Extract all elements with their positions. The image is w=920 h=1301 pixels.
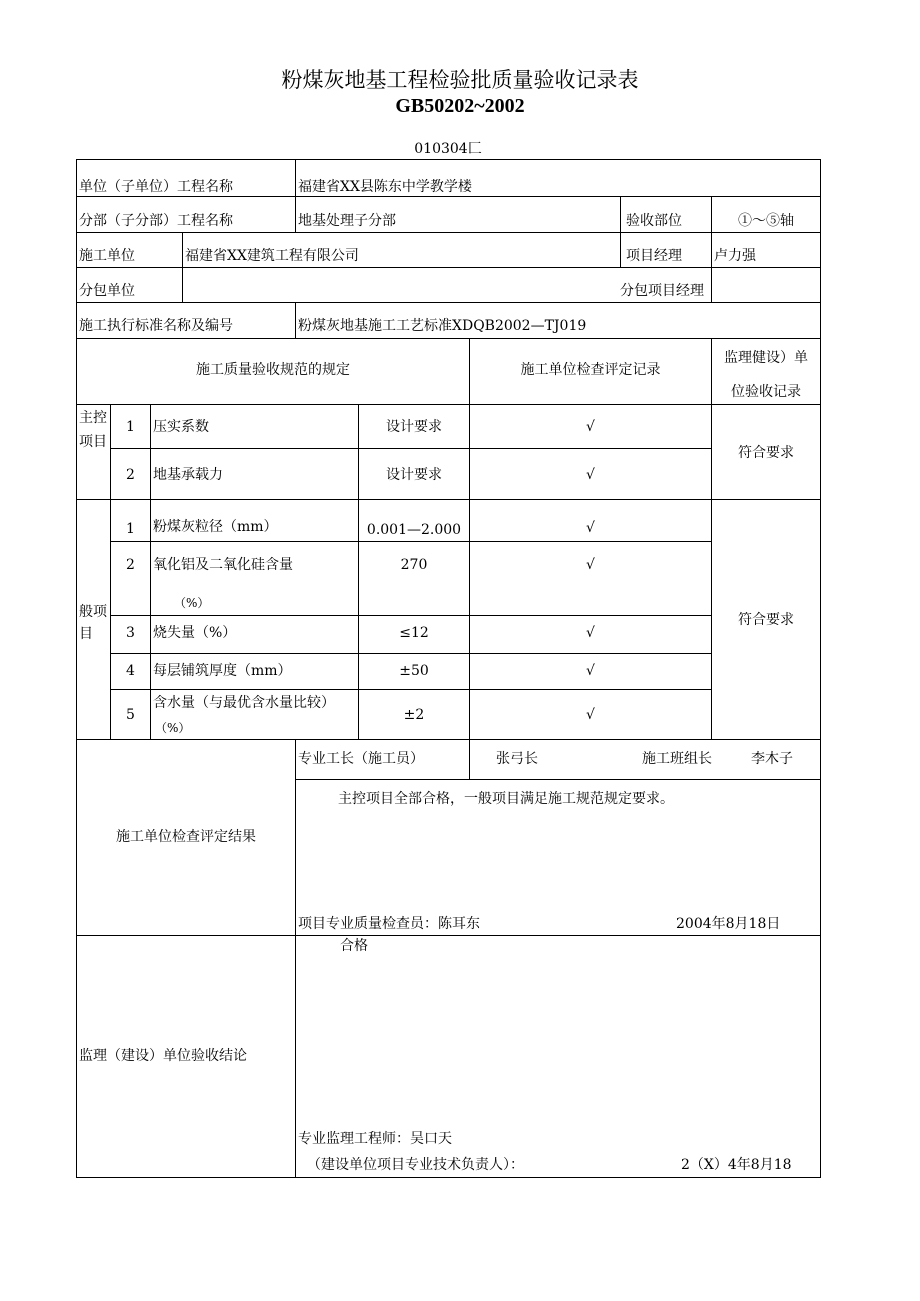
main-control-label-line2: 项目 (79, 434, 107, 450)
general-item-spec: ±50 (399, 663, 429, 679)
tech-lead-label: （建设单位项目专业技术负责人）： (307, 1157, 524, 1173)
general-item-name: 每层铺筑厚度（mm） (153, 663, 292, 679)
general-item-spec: ±2 (403, 707, 425, 723)
standard-label: 施工执行标准名称及编号 (79, 318, 233, 334)
general-item-check: √ (586, 625, 595, 641)
general-item-name-unit: （%） (174, 596, 210, 610)
accept-part-label: 验收部位 (626, 213, 682, 229)
division-value: 地基处理子分部 (298, 213, 396, 229)
general-item-no: 3 (126, 625, 135, 641)
main-item-no: 2 (126, 467, 135, 483)
foreman-label: 专业工长（施工员） (298, 751, 424, 767)
main-control-result: 符合要求 (738, 445, 794, 461)
standard-code: GB50202~2002 (395, 95, 525, 117)
col-line (469, 739, 470, 779)
col-line (182, 232, 183, 303)
general-label-line2: 目 (79, 626, 93, 642)
supervision-header-line2: 位验收记录 (731, 384, 801, 400)
form-title: 粉煤灰地基工程检验批质量验收记录表 (281, 68, 639, 92)
general-item-no: 5 (126, 707, 135, 723)
table-border-right (820, 159, 821, 1178)
row-line (76, 232, 821, 233)
general-item-check: √ (586, 663, 595, 679)
general-item-name: 含水量（与最优含水量比较） (153, 695, 335, 711)
table-border-bottom (76, 1177, 821, 1178)
contractor-result-label: 施工单位检查评定结果 (116, 829, 256, 845)
contractor-date: 2004年8月18日 (676, 916, 781, 932)
main-item-no: 1 (126, 419, 135, 435)
general-item-check: √ (586, 707, 595, 723)
general-item-spec: ≤12 (399, 625, 429, 641)
accept-part-value: ①～⑤轴 (738, 213, 794, 229)
check-header: 施工单位检查评定记录 (520, 362, 661, 378)
subcontractor-label: 分包单位 (79, 283, 135, 299)
unit-name-value: 福建省XX县陈东中学教学楼 (298, 179, 472, 195)
row-line (295, 779, 821, 780)
row-line (110, 448, 711, 449)
supervision-header-line1: 监理健设）单 (724, 350, 808, 366)
main-item-check: √ (586, 467, 595, 483)
row-line (76, 267, 821, 268)
general-item-spec: 0.001—2.000 (366, 522, 462, 538)
team-leader-value: 李木子 (751, 751, 793, 767)
general-item-check: √ (586, 557, 595, 573)
general-item-spec: 270 (400, 557, 428, 573)
row-line (76, 302, 821, 303)
col-line (295, 302, 296, 338)
team-leader-label: 施工班组长 (642, 751, 712, 767)
general-label-line1: 般项 (79, 604, 107, 620)
row-line (76, 404, 821, 405)
col-line (150, 404, 151, 739)
quality-inspector: 项目专业质量检查员：陈耳东 (298, 916, 480, 932)
general-item-name: 粉煤灰粒径（mm） (153, 519, 278, 535)
standard-value: 粉煤灰地基施工工艺标准XDQB2002—TJ019 (298, 318, 587, 334)
general-item-name: 氧化铝及二氧化硅含量 (153, 557, 293, 573)
row-line (76, 338, 821, 339)
general-item-no: 4 (126, 663, 135, 679)
main-item-name: 地基承载力 (153, 467, 223, 483)
unit-name-label: 单位（子单位）工程名称 (79, 179, 233, 195)
row-line (76, 935, 821, 936)
form-number: 010304匚 (414, 141, 482, 157)
general-item-no: 2 (126, 557, 135, 573)
col-line (295, 739, 296, 1177)
general-item-name-unit: （%） (155, 721, 191, 735)
table-border-left (76, 159, 77, 1178)
foreman-value: 张弓长 (496, 751, 538, 767)
general-result: 符合要求 (738, 612, 794, 628)
col-line (295, 159, 296, 232)
supervision-result-label: 监理（建设）单位验收结论 (79, 1048, 247, 1064)
supervising-engineer: 专业监理工程师：吴口天 (298, 1131, 452, 1147)
supervision-date: 2（X）4年8月18 (681, 1157, 792, 1173)
contractor-label: 施工单位 (79, 248, 135, 264)
row-line (76, 739, 821, 740)
project-manager-value: 卢力强 (714, 248, 756, 264)
contractor-value: 福建省XX建筑工程有限公司 (185, 248, 359, 264)
row-line (110, 541, 711, 542)
row-line (110, 689, 711, 690)
row-line (110, 615, 711, 616)
general-item-no: 1 (126, 521, 135, 537)
main-item-spec: 设计要求 (386, 467, 442, 483)
col-line (620, 196, 621, 267)
main-item-check: √ (586, 419, 595, 435)
row-line (76, 499, 821, 500)
project-manager-label: 项目经理 (626, 248, 682, 264)
table-border-top (76, 159, 821, 160)
row-line (76, 196, 821, 197)
general-item-name: 烧失量（%） (153, 625, 237, 641)
contractor-comment: 主控项目全部合格，一般项目满足施工规范规定要求。 (338, 791, 674, 807)
division-label: 分部（子分部）工程名称 (79, 213, 233, 229)
main-item-spec: 设计要求 (386, 419, 442, 435)
general-item-check: √ (586, 520, 595, 536)
sub-pm-label: 分包项目经理 (620, 283, 704, 299)
main-item-name: 压实系数 (153, 419, 209, 435)
supervision-comment: 合格 (340, 938, 368, 954)
spec-header: 施工质量验收规范的规定 (196, 362, 350, 378)
row-line (110, 653, 711, 654)
main-control-label-line1: 主控 (79, 410, 107, 426)
